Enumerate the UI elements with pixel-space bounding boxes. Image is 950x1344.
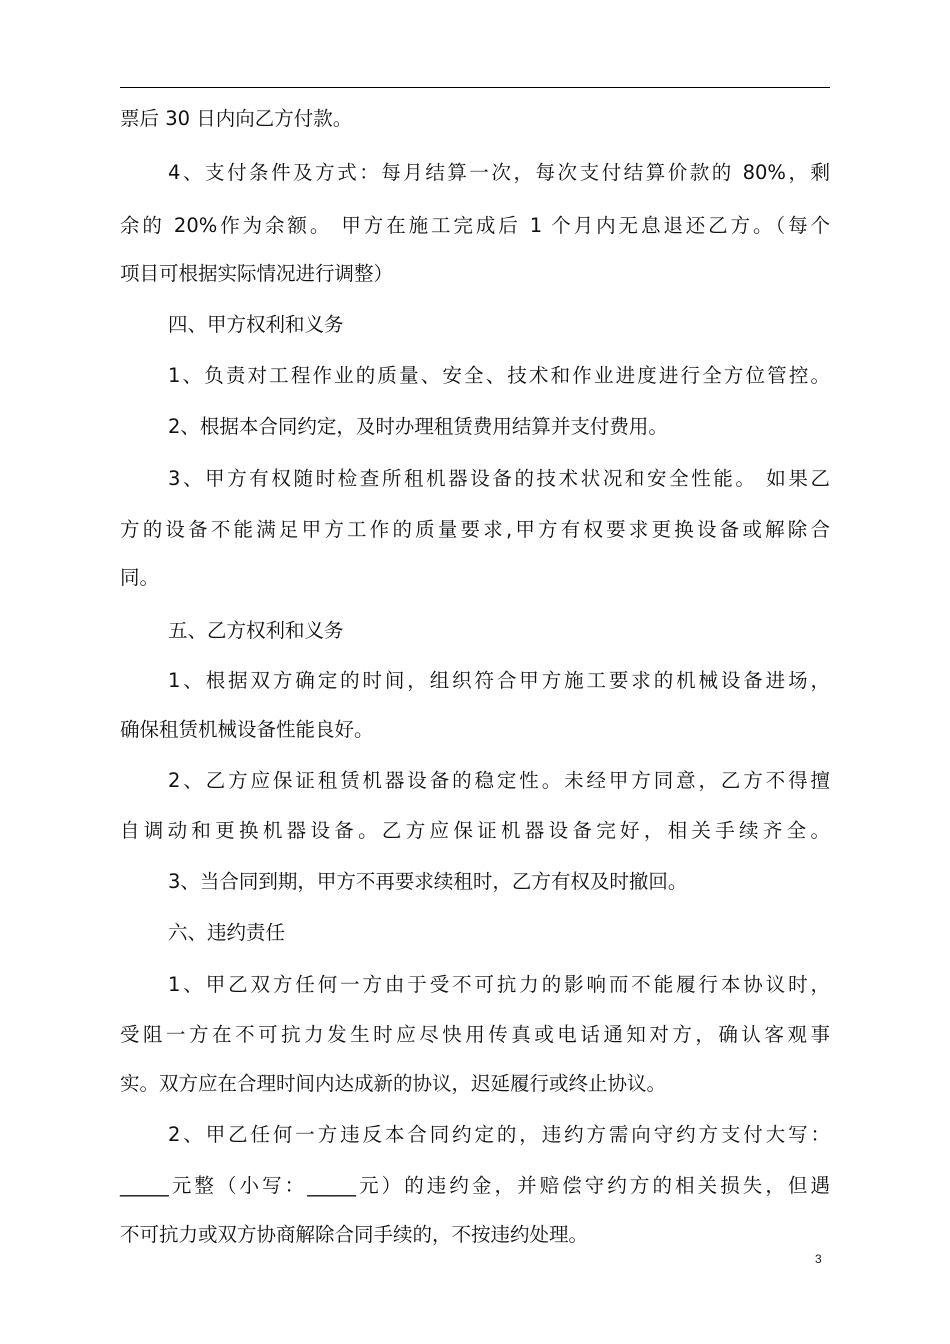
text-line: _____元整（小写：_____元）的违约金，并赔偿守约方的相关损失，但遇 bbox=[120, 1174, 830, 1197]
text-line: 自调动和更换机器设备。乙方应保证机器设备完好，相关手续齐全。 bbox=[120, 819, 830, 842]
text-line: 实。双方应在合理时间内达成新的协议，迟延履行或终止协议。 bbox=[120, 1072, 667, 1095]
text-line: 2、乙方应保证租赁机器设备的稳定性。未经甲方同意，乙方不得擅 bbox=[168, 769, 830, 792]
text-line: 方的设备不能满足甲方工作的质量要求,甲方有权要求更换设备或解除合 bbox=[120, 518, 830, 541]
header-rule bbox=[120, 87, 830, 88]
text-line: 3、甲方有权随时检查所租机器设备的技术状况和安全性能。 如果乙 bbox=[168, 467, 830, 490]
text-line: 票后 30 日内向乙方付款。 bbox=[120, 107, 353, 130]
section-heading: 四、甲方权利和义务 bbox=[168, 313, 344, 336]
text-line: 2、根据本合同约定，及时办理租赁费用结算并支付费用。 bbox=[168, 415, 668, 438]
section-heading: 五、乙方权利和义务 bbox=[168, 619, 344, 642]
text-line: 1、负责对工程作业的质量、安全、技术和作业进度进行全方位管控。 bbox=[168, 364, 830, 387]
text-line: 1、根据双方确定的时间，组织符合甲方施工要求的机械设备进场， bbox=[168, 669, 830, 692]
page-number: 3 bbox=[815, 1252, 822, 1266]
text-line: 项目可根据实际情况进行调整） bbox=[120, 262, 394, 285]
text-line: 余的 20%作为余额。 甲方在施工完成后 1 个月内无息退还乙方。（每个 bbox=[120, 214, 830, 237]
text-line: 确保租赁机械设备性能良好。 bbox=[120, 718, 374, 741]
section-heading: 六、违约责任 bbox=[168, 921, 286, 944]
text-line: 受阻一方在不可抗力发生时应尽快用传真或电话通知对方，确认客观事 bbox=[120, 1023, 830, 1046]
text-line: 3、当合同到期，甲方不再要求续租时，乙方有权及时撤回。 bbox=[168, 870, 688, 893]
text-line: 1、甲乙双方任何一方由于受不可抗力的影响而不能履行本协议时， bbox=[168, 973, 830, 996]
text-line: 同。 bbox=[120, 566, 160, 589]
text-line: 4、支付条件及方式：每月结算一次，每次支付结算价款的 80%，剩 bbox=[168, 161, 830, 184]
text-line: 2、甲乙任何一方违反本合同约定的，违约方需向守约方支付大写： bbox=[168, 1123, 830, 1146]
text-line: 不可抗力或双方协商解除合同手续的，不按违约处理。 bbox=[120, 1223, 589, 1246]
